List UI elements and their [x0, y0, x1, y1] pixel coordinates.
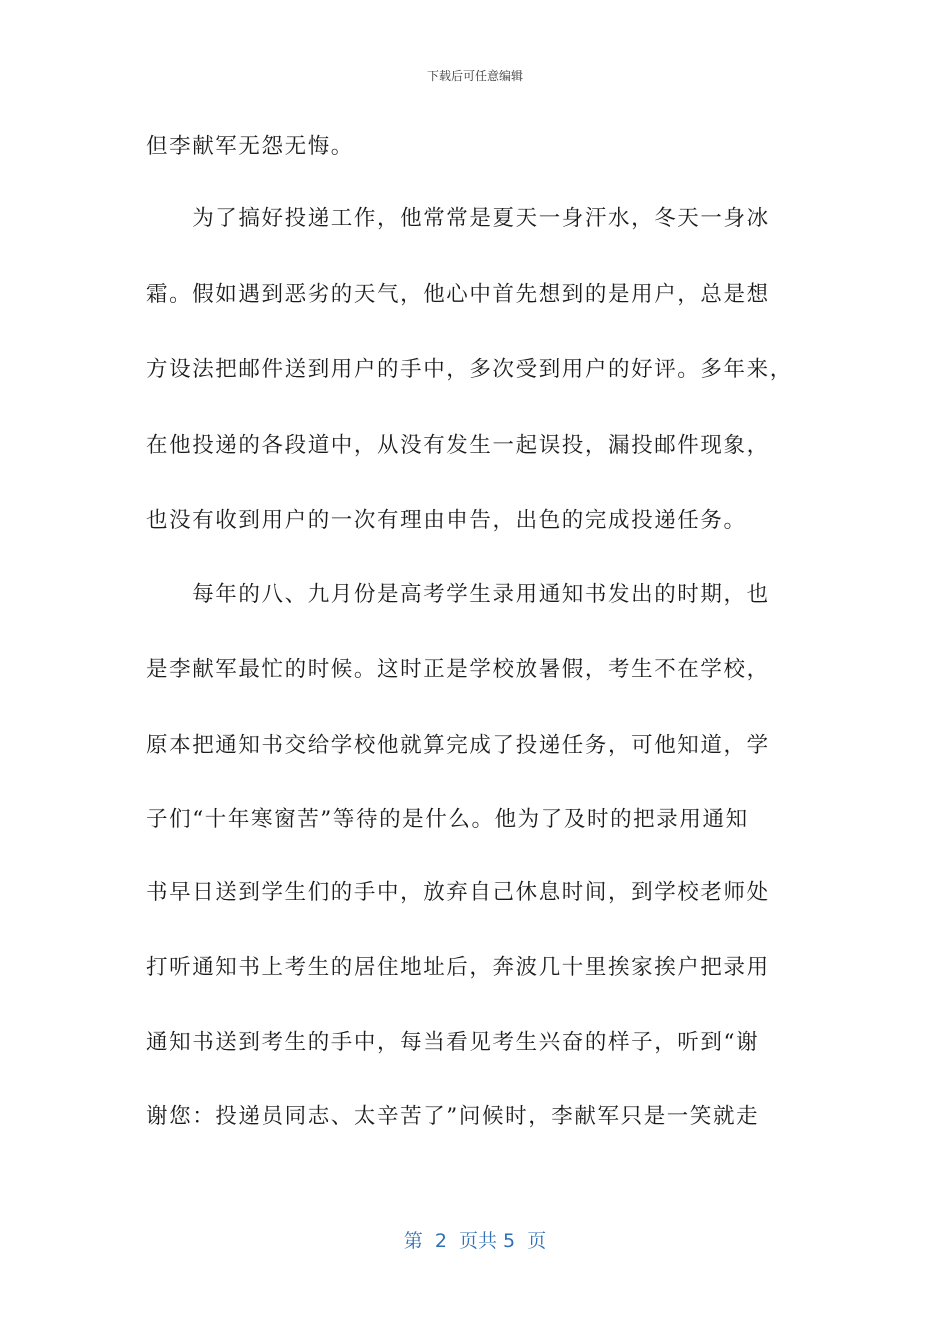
body-line: 是李献军最忙的时候。这时正是学校放暑假，考生不在学校， [146, 657, 770, 682]
body-line: 原本把通知书交给学校他就算完成了投递任务，可他知道，学 [146, 733, 770, 758]
body-line: 但李献军无怨无悔。 [146, 134, 354, 159]
body-line: 子们“十年寒窗苦”等待的是什么。他为了及时的把录用通知 [146, 807, 749, 832]
body-line: 霜。假如遇到恶劣的天气，他心中首先想到的是用户，总是想 [146, 282, 770, 307]
body-line: 在他投递的各段道中，从没有发生一起误投，漏投邮件现象， [146, 433, 770, 458]
body-line: 通知书送到考生的手中，每当看见考生兴奋的样子，听到“谢 [146, 1030, 760, 1055]
body-line: 每年的八、九月份是高考学生录用通知书发出的时期，也 [146, 582, 770, 607]
body-line: 也没有收到用户的一次有理由申告，出色的完成投递任务。 [146, 508, 747, 533]
body-line: 打听通知书上考生的居住地址后，奔波几十里挨家挨户把录用 [146, 955, 770, 980]
body-line: 谢您：投递员同志、太辛苦了”问候时，李献军只是一笑就走 [146, 1104, 760, 1129]
body-line: 书早日送到学生们的手中，放弃自己休息时间，到学校老师处 [146, 880, 770, 905]
body-line: 方设法把邮件送到用户的手中，多次受到用户的好评。多年来， [146, 357, 793, 382]
page-number: 第 2 页共 5 页 [403, 1230, 547, 1252]
header-note: 下载后可任意编辑 [426, 69, 523, 83]
body-line: 为了搞好投递工作，他常常是夏天一身汗水，冬天一身冰 [146, 206, 770, 231]
